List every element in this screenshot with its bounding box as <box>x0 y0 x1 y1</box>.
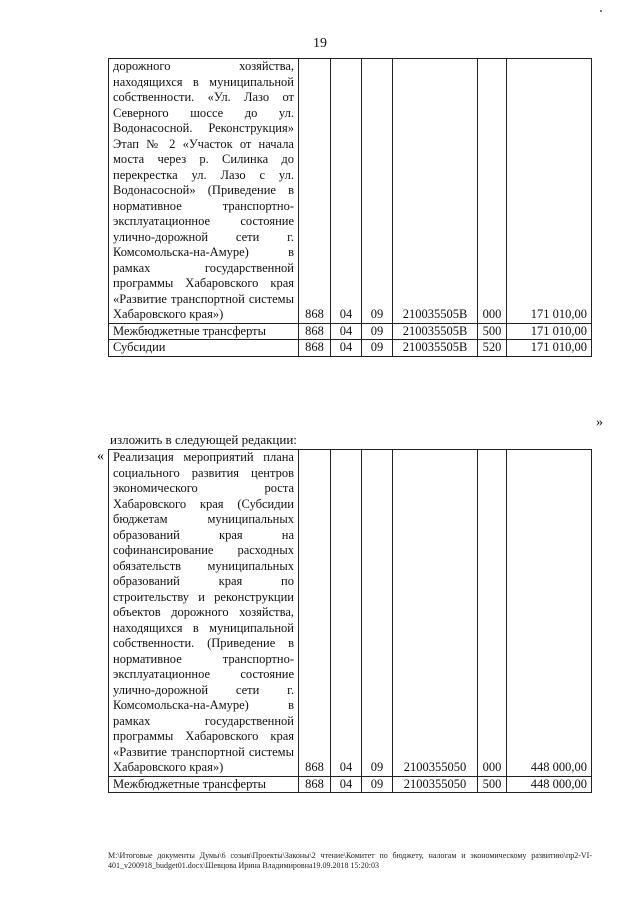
opening-quote: « <box>97 449 104 464</box>
expense-type-code: 000 <box>478 59 507 324</box>
ministry-code: 868 <box>299 59 331 324</box>
subsection-code: 09 <box>362 323 393 340</box>
ministry-code: 868 <box>299 450 331 777</box>
target-article-code: 2100355050 <box>393 776 478 793</box>
ministry-code: 868 <box>299 323 331 340</box>
section-code: 04 <box>331 340 362 357</box>
budget-table-new <box>108 449 592 793</box>
ministry-code: 868 <box>299 776 331 793</box>
section-code: 04 <box>331 59 362 324</box>
target-article-code: 210035505B <box>393 340 478 357</box>
edit-instruction: изложить в следующей редакции: <box>110 432 297 447</box>
amount: 171 010,00 <box>507 59 592 324</box>
row-name: Межбюджетные трансферты <box>109 323 299 340</box>
row-name: Субсидии <box>109 340 299 357</box>
subsection-code: 09 <box>362 59 393 324</box>
budget-table-old <box>108 58 592 357</box>
expense-type-code: 500 <box>478 323 507 340</box>
expense-type-code: 520 <box>478 340 507 357</box>
target-article-code: 210035505B <box>393 323 478 340</box>
target-article-code: 2100355050 <box>393 450 478 777</box>
table-row <box>109 59 592 324</box>
subsection-code: 09 <box>362 450 393 777</box>
section-code: 04 <box>331 450 362 777</box>
row-name: Межбюджетные трансферты <box>109 776 299 793</box>
target-article-code: 210035505B <box>393 59 478 324</box>
table-row <box>109 450 592 777</box>
amount: 448 000,00 <box>507 450 592 777</box>
subsection-code: 09 <box>362 340 393 357</box>
expense-type-code: 000 <box>478 450 507 777</box>
expense-type-code: 500 <box>478 776 507 793</box>
closing-quote: » <box>596 415 603 430</box>
document-footer-path: M:\Итоговые документы Думы\6 созыв\Проекты\Законы\2 чтение\Комитет по бюджету, налогам и экономическому развитию\пр2-VI-401_v200918_budget01.docx\Шевцова Ирина Владимировна19.09.2018 15:20:03 <box>108 851 592 870</box>
section-code: 04 <box>331 776 362 793</box>
table-row <box>109 340 592 357</box>
page-number: 19 <box>313 36 327 51</box>
amount: 171 010,00 <box>507 323 592 340</box>
amount: 171 010,00 <box>507 340 592 357</box>
row-name: Реализация мероприятий плана социального развития центров экономического роста Хабаровского края (Субсидии бюджетам муниципальных образований края на софинансирование расходных обязательств муниципальных образований края по строительству и реконструкции объектов дорожного хозяйства, находящихся в муниципальной собственности. (Приведение в нормативное транспортно-эксплуатационное состояние улично-дорожной сети г. Комсомольска-на-Амуре) в рамках государственной программы Хабаровского края «Развитие транспортной системы Хабаровского края») <box>109 450 299 777</box>
scan-mark <box>600 10 602 12</box>
table-row <box>109 323 592 340</box>
amount: 448 000,00 <box>507 776 592 793</box>
table-row <box>109 776 592 793</box>
subsection-code: 09 <box>362 776 393 793</box>
ministry-code: 868 <box>299 340 331 357</box>
section-code: 04 <box>331 323 362 340</box>
row-name: дорожного хозяйства, находящихся в муниципальной собственности. «Ул. Лазо от Северного шоссе до ул. Водонасосной. Реконструкция» Этап № 2 «Участок от начала моста через р. Силинка до перекрестка ул. Лазо с ул. Водонасосной» (Приведение в нормативное транспортно-эксплуатационное состояние улично-дорожной сети г. Комсомольска-на-Амуре) в рамках государственной программы Хабаровского края «Развитие транспортной системы Хабаровского края») <box>109 59 299 324</box>
